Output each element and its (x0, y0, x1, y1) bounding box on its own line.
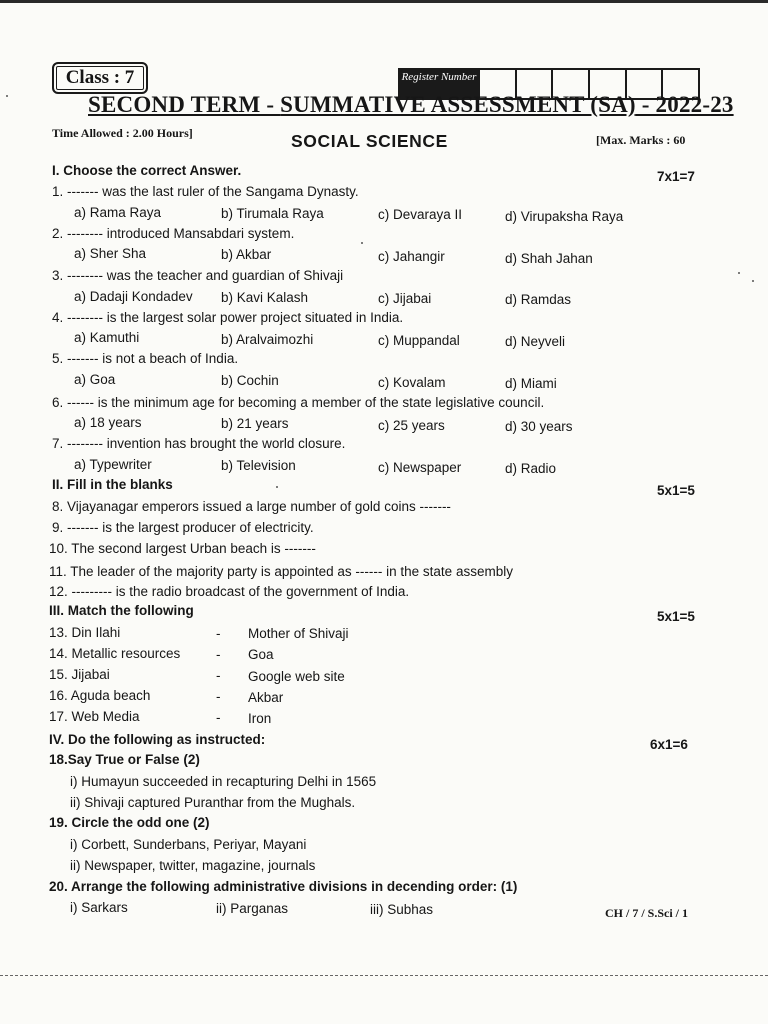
q18-item-2: ii) Shivaji captured Puranthar from the Mughals. (70, 795, 356, 810)
question-11: 11. The leader of the majority party is appointed as ------ in the state assembly (49, 564, 513, 579)
scan-speck (752, 280, 754, 282)
scan-speck (738, 272, 740, 274)
q4-option-c: c) Muppandal (378, 333, 460, 348)
section-1-marks: 7x1=7 (657, 169, 695, 184)
q7-option-a: a) Typewriter (74, 457, 152, 472)
q1-option-d: d) Virupaksha Raya (505, 209, 624, 224)
max-marks: [Max. Marks : 60 (596, 133, 686, 147)
question-18-title: 18.Say True or False (2) (49, 752, 200, 767)
q5-option-b: b) Cochin (221, 373, 279, 388)
q3-option-b: b) Kavi Kalash (221, 290, 309, 305)
q4-option-b: b) Aralvaimozhi (221, 332, 314, 347)
match-right-e: Iron (248, 711, 272, 726)
q3-option-c: c) Jijabai (378, 291, 432, 306)
class-label-box: Class : 7 (52, 62, 148, 94)
question-7: 7. -------- invention has brought the world closure. (52, 436, 346, 451)
q1-option-a: a) Rama Raya (74, 205, 162, 220)
match-left-16: 16. Aguda beach (49, 688, 151, 703)
section-4-marks: 6x1=6 (650, 737, 688, 752)
page-code: CH / 7 / S.Sci / 1 (605, 906, 689, 920)
question-5: 5. ------- is not a beach of India. (52, 351, 239, 366)
q1-option-c: c) Devaraya II (378, 207, 463, 222)
question-10: 10. The second largest Urban beach is ------- (49, 541, 316, 556)
q2-option-c: c) Jahangir (378, 249, 445, 264)
question-20-title: 20. Arrange the following administrative divisions in decending order: (1) (49, 879, 518, 894)
question-6: 6. ------ is the minimum age for becoming a member of the state legislative council. (52, 395, 545, 410)
match-right-c: Google web site (248, 669, 345, 684)
match-left-17: 17. Web Media (49, 709, 140, 724)
q2-option-a: a) Sher Sha (74, 246, 147, 261)
question-1: 1. ------- was the last ruler of the Sangama Dynasty. (52, 184, 359, 199)
register-number-label: Register Number (400, 70, 478, 98)
q1-option-b: b) Tirumala Raya (221, 206, 324, 221)
section-2-heading: II. Fill in the blanks (52, 477, 173, 492)
section-2-marks: 5x1=5 (657, 483, 695, 498)
q3-option-d: d) Ramdas (505, 292, 572, 307)
q19-item-2: ii) Newspaper, twitter, magazine, journals (70, 858, 316, 873)
exam-title-term: SECOND TERM - (88, 92, 281, 117)
q20-item-1: i) Sarkars (70, 900, 128, 915)
question-9: 9. ------- is the largest producer of electricity. (52, 520, 314, 535)
match-dash: - (216, 626, 221, 641)
q20-item-2: ii) Parganas (216, 901, 289, 916)
match-dash: - (216, 689, 221, 704)
q20-item-3: iii) Subhas (370, 902, 434, 917)
q6-option-c: c) 25 years (378, 418, 445, 433)
q3-option-a: a) Dadaji Kondadev (74, 289, 193, 304)
question-19-title: 19. Circle the odd one (2) (49, 815, 210, 830)
match-right-a: Mother of Shivaji (248, 626, 349, 641)
q6-option-a: a) 18 years (74, 415, 142, 430)
match-left-15: 15. Jijabai (49, 667, 110, 682)
q18-item-1: i) Humayun succeeded in recapturing Delhi in 1565 (70, 774, 377, 789)
q4-option-d: d) Neyveli (505, 334, 566, 349)
q5-option-a: a) Goa (74, 372, 116, 387)
scan-speck (361, 242, 363, 244)
q4-option-a: a) Kamuthi (74, 330, 140, 345)
exam-title (88, 92, 734, 118)
question-4: 4. -------- is the largest solar power project situated in India. (52, 310, 404, 325)
question-3: 3. -------- was the teacher and guardian of Shivaji (52, 268, 344, 283)
question-8: 8. Vijayanagar emperors issued a large number of gold coins ------- (52, 499, 451, 514)
section-3-heading: III. Match the following (49, 603, 194, 618)
match-right-d: Akbar (248, 690, 284, 705)
match-left-13: 13. Din Ilahi (49, 625, 121, 640)
q2-option-b: b) Akbar (221, 247, 272, 262)
scan-top-edge (0, 0, 768, 3)
q7-option-d: d) Radio (505, 461, 557, 476)
q7-option-c: c) Newspaper (378, 460, 462, 475)
q19-item-1: i) Corbett, Sunderbans, Periyar, Mayani (70, 837, 307, 852)
scan-speck (6, 95, 8, 97)
match-dash: - (216, 710, 221, 725)
match-dash: - (216, 668, 221, 683)
question-2: 2. -------- introduced Mansabdari system. (52, 226, 295, 241)
match-dash: - (216, 647, 221, 662)
exam-title-year: - 2022-23 (635, 92, 734, 117)
question-12: 12. --------- is the radio broadcast of the government of India. (49, 584, 410, 599)
time-allowed: Time Allowed : 2.00 Hours] (52, 126, 193, 140)
q5-option-d: d) Miami (505, 376, 557, 391)
scan-bottom-edge (0, 975, 768, 976)
q6-option-d: d) 30 years (505, 419, 573, 434)
exam-title-assessment: SUMMATIVE ASSESSMENT (SA) (280, 92, 636, 117)
scan-speck (276, 486, 278, 488)
match-left-14: 14. Metallic resources (49, 646, 181, 661)
subject-title: SOCIAL SCIENCE (291, 131, 448, 151)
section-3-marks: 5x1=5 (657, 609, 695, 624)
section-1-heading: I. Choose the correct Answer. (52, 163, 242, 178)
q6-option-b: b) 21 years (221, 416, 289, 431)
q7-option-b: b) Television (221, 458, 296, 473)
q2-option-d: d) Shah Jahan (505, 251, 593, 266)
section-4-heading: IV. Do the following as instructed: (49, 732, 266, 747)
q5-option-c: c) Kovalam (378, 375, 446, 390)
match-right-b: Goa (248, 647, 274, 662)
